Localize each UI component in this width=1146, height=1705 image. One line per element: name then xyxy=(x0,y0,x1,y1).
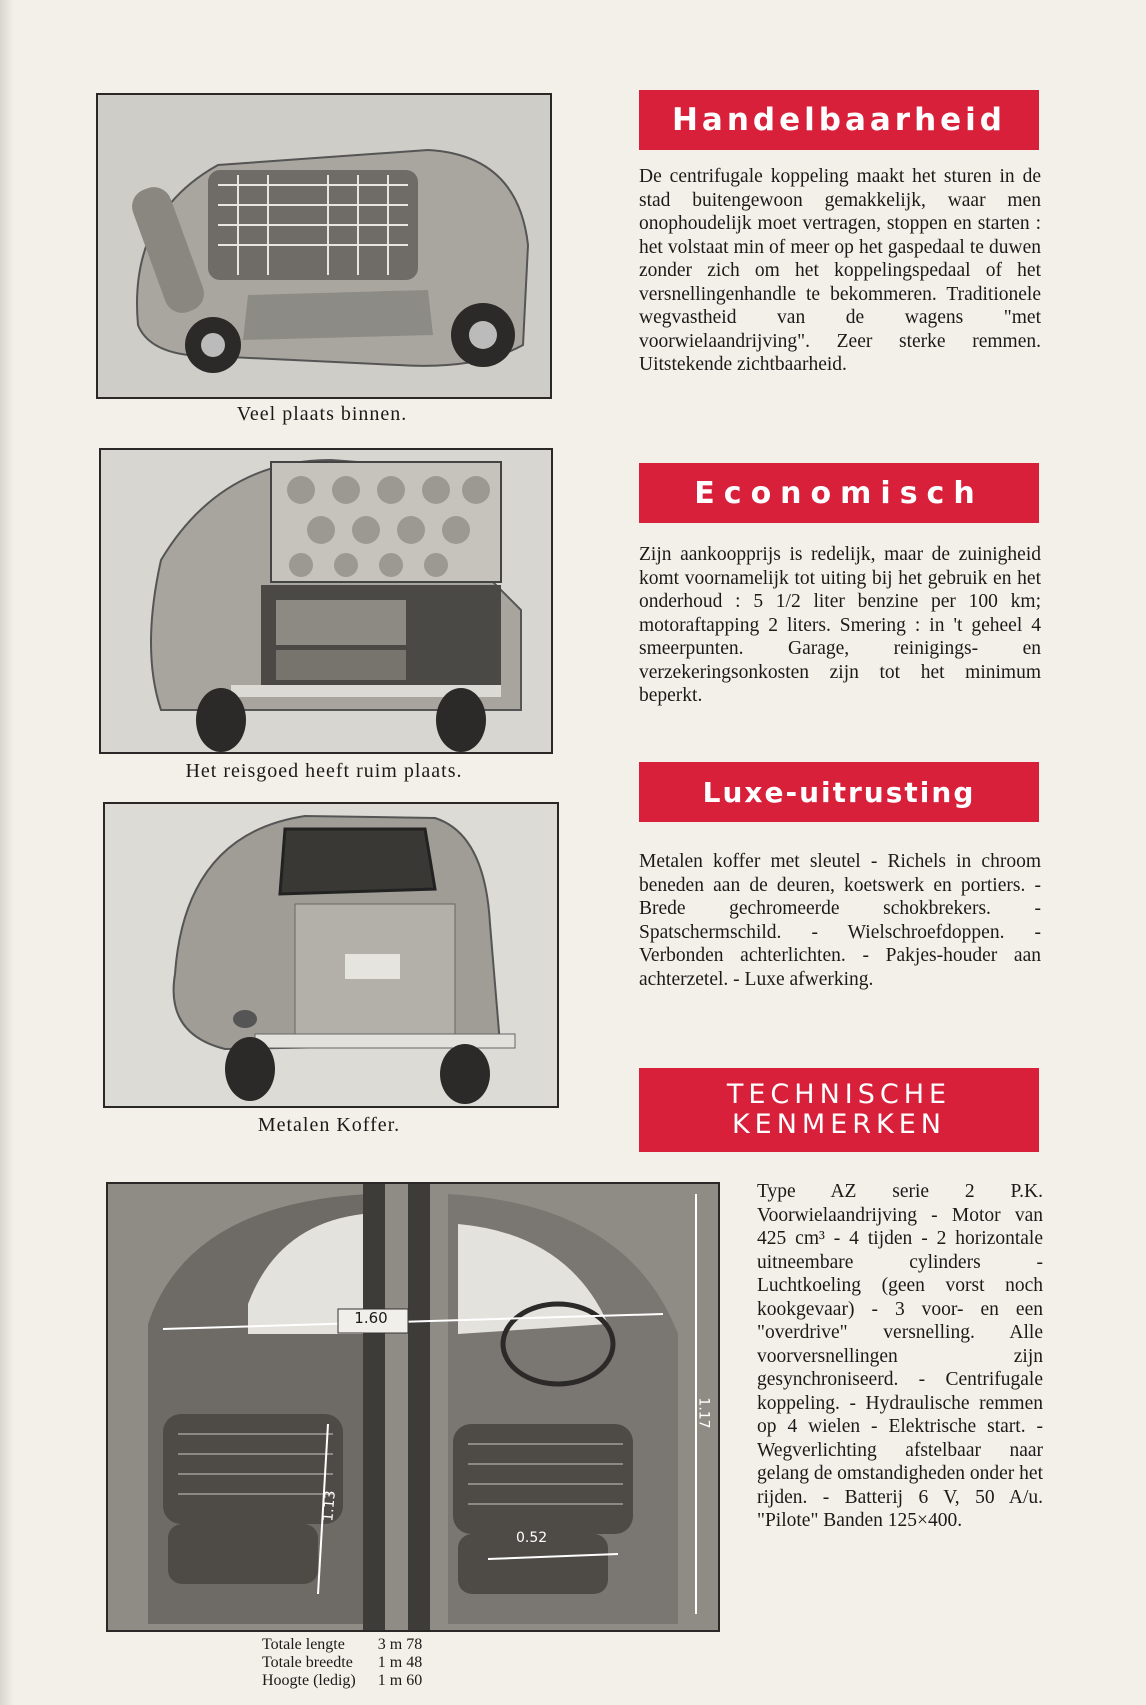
photo-caption-1: Veel plaats binnen. xyxy=(236,403,408,425)
dimension-row xyxy=(262,1636,444,1654)
car-rear-photo xyxy=(103,802,559,1108)
dimensions-table xyxy=(262,1636,444,1690)
dimension-label: Totale lengte xyxy=(262,1636,345,1653)
dimension-label-width: 1.60 xyxy=(354,1309,388,1327)
dimension-row xyxy=(262,1654,444,1672)
dimension-label-height: 1.17 xyxy=(695,1397,712,1429)
photo-caption-3: Metalen Koffer. xyxy=(257,1114,401,1136)
car-trunk-photo xyxy=(99,448,553,754)
dimension-label: Totale breedte xyxy=(262,1654,353,1671)
page-edge xyxy=(0,0,14,1705)
dimension-value: 1 m 48 xyxy=(377,1654,423,1671)
dimension-value: 3 m 78 xyxy=(377,1636,423,1653)
interior-dimensions-photo xyxy=(106,1182,720,1632)
photo-caption-2: Het reisgoed heeft ruim plaats. xyxy=(185,760,463,782)
car-top-view-photo xyxy=(96,93,552,399)
section-title-luxe-uitrusting: Luxe-uitrusting xyxy=(639,762,1039,822)
section-title-handelbaarheid: Handelbaarheid xyxy=(639,90,1039,150)
dimension-label: Hoogte (ledig) xyxy=(262,1672,356,1689)
section-text-handelbaarheid: De centrifugale koppeling maakt het sturen in de stad buitengewoon gemakkelijk, waar men onophoudelijk moet vertragen, stoppen en starten : het volstaat min of meer op het gaspedaal te duwen zonder zich om het koppelingspedaal of het versnellingenhandle te bekommeren. Traditionele wegvastheid van de wagens "met voorwielaandrijving". Zeer sterke remmen. Uitstekende zichtbaarheid. xyxy=(639,166,1041,375)
dimension-label-seat-depth: 0.52 xyxy=(516,1530,548,1546)
dimension-label-seat-height: 1.13 xyxy=(320,1489,339,1523)
section-text-luxe-uitrusting: Metalen koffer met sleutel - Richels in chroom beneden aan de deuren, koetswerk en portiers. - Brede gechromeerde schokbrekers. - Spatschermschild. - Wielschroefdoppen. -Verbonden achterlichten. - Pakjes-houder aan achterzetel. - Luxe afwerking. xyxy=(639,851,1041,990)
section-text-economisch: Zijn aankoopprijs is redelijk, maar de zuinigheid komt voornamelijk tot uiting bij het gebruik en het onderhoud : 5 1/2 liter benzine per 100 km; motoraftapping 2 liters. Smering : in 't geheel 4 smeerpunten. Garage, reinigings- en verzekeringsonkosten zijn tot het minimum beperkt. xyxy=(639,544,1041,706)
section-title-technische-kenmerken: TECHNISCHE KENMERKEN xyxy=(639,1068,1039,1152)
section-text-technische-kenmerken: Type AZ serie 2 P.K. Voorwielaandrijving - Motor van 425 cm³ - 4 tijden - 2 horizontale uitneembare cylinders - Luchtkoeling (geen vorst noch kookgevaar) - 3 voor- en een "overdrive" versnelling. Alle voorversnellingen zijn gesynchroniseerd. - Centrifugale koppeling. - Hydraulische remmen op 4 wielen - Elektrische start. - Wegverlichting afstelbaar naar gelang de omstandigheden onder het rijden. - Batterij 6 V, 50 A/u. "Pilote" Banden 125×400. xyxy=(757,1181,1043,1531)
dimension-row xyxy=(262,1672,444,1690)
section-title-economisch: Economisch xyxy=(639,463,1039,523)
dimension-value: 1 m 60 xyxy=(377,1672,423,1689)
